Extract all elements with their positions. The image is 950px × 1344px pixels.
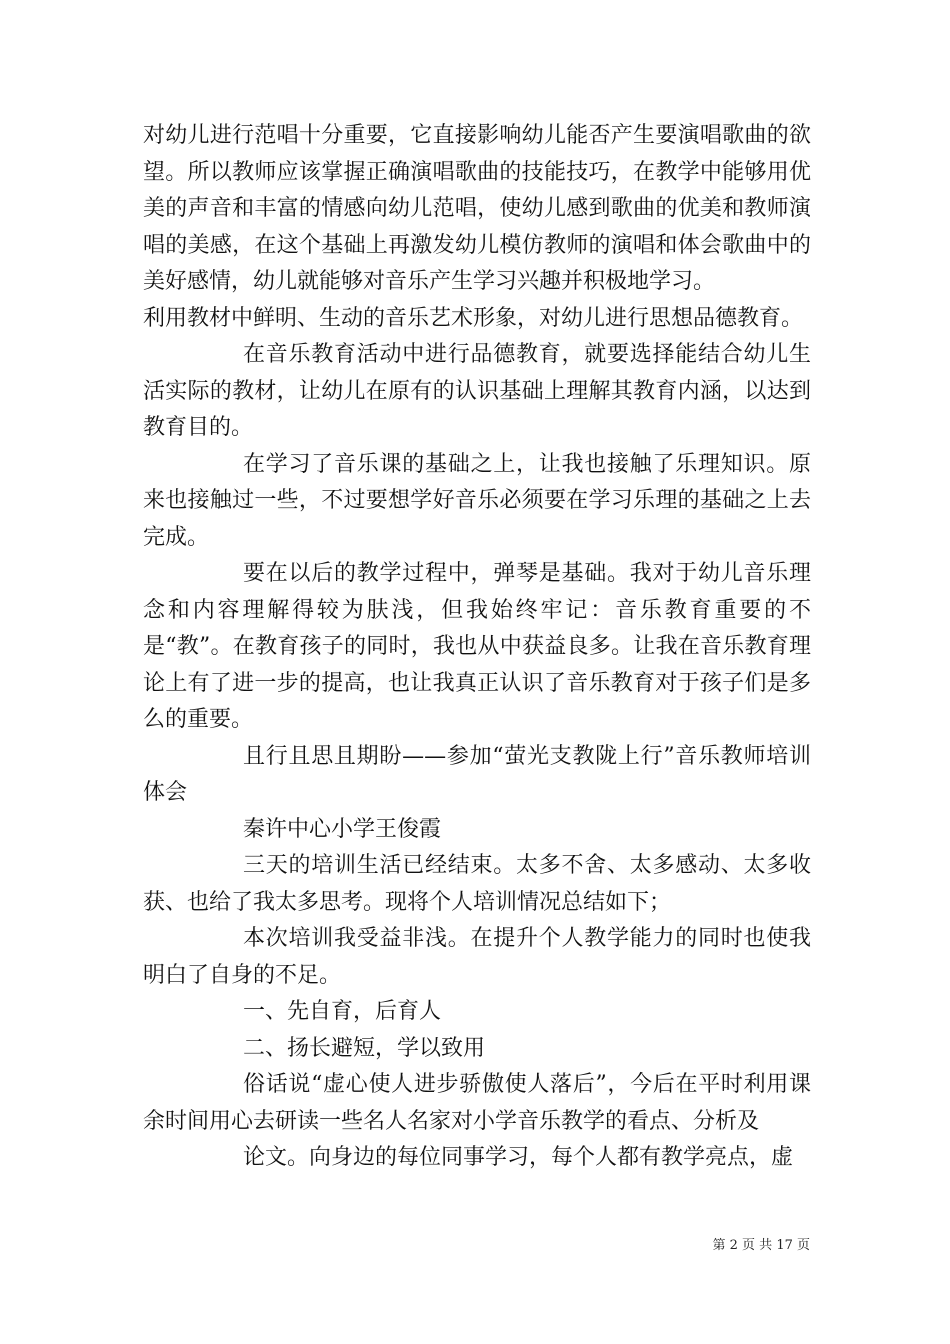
section-title: 且行且思且期盼——参加“萤光支教陇上行”音乐教师培训体会	[143, 743, 811, 805]
paragraph-4: 在学习了音乐课的基础之上，让我也接触了乐理知识。原来也接触过一些，不过要想学好音乐必须要在学习乐理的基础之上去完成。	[143, 451, 811, 550]
paragraph-12: 俗话说“虚心使人进步骄傲使人落后”，今后在平时利用课余时间用心去研读一些名人名家对小学音乐教学的看点、分析及	[143, 1072, 811, 1134]
author-line: 秦许中心小学王俊霞	[243, 816, 442, 842]
paragraph-9: 本次培训我受益非浅。在提升个人教学能力的同时也使我明白了自身的不足。	[143, 926, 811, 988]
page-number-footer: 第 2 页 共 17 页	[712, 1238, 810, 1253]
document-body	[143, 118, 811, 1177]
paragraph-3: 在音乐教育活动中进行品德教育，就要选择能结合幼儿生活实际的教材，让幼儿在原有的认识基础上理解其教育内涵，以达到教育目的。	[143, 342, 811, 440]
paragraph-5: 要在以后的教学过程中，弹琴是基础。我对于幼儿音乐理念和内容理解得较为肤浅，但我始终牢记：音乐教育重要的不是“教”。在教育孩子的同时，我也从中获益良多。让我在音乐教育理论上有了进一步的提高，也让我真正认识了音乐教育对于孩子们是多么的重要。	[143, 561, 811, 732]
heading-1: 一、先自育，后育人	[243, 999, 442, 1024]
paragraph-13: 论文。向身边的每位同事学习，每个人都有教学亮点，虚	[243, 1145, 794, 1170]
paragraph-2: 利用教材中鲜明、生动的音乐艺术形象，对幼儿进行思想品德教育。	[143, 305, 804, 331]
paragraph-8: 三天的培训生活已经结束。太多不舍、太多感动、太多收获、也给了我太多思考。现将个人培训情况总结如下；	[143, 853, 811, 915]
heading-2: 二、扬长避短，学以致用	[243, 1035, 486, 1061]
paragraph-1: 对幼儿进行范唱十分重要，它直接影响幼儿能否产生要演唱歌曲的欲望。所以教师应该掌握正确演唱歌曲的技能技巧，在教学中能够用优美的声音和丰富的情感向幼儿范唱，使幼儿感到歌曲的优美和教师演唱的美感，在这个基础上再激发幼儿模仿教师的演唱和体会歌曲中的美好感情，幼儿就能够对音乐产生学习兴趣并积极地学习。	[143, 123, 811, 294]
